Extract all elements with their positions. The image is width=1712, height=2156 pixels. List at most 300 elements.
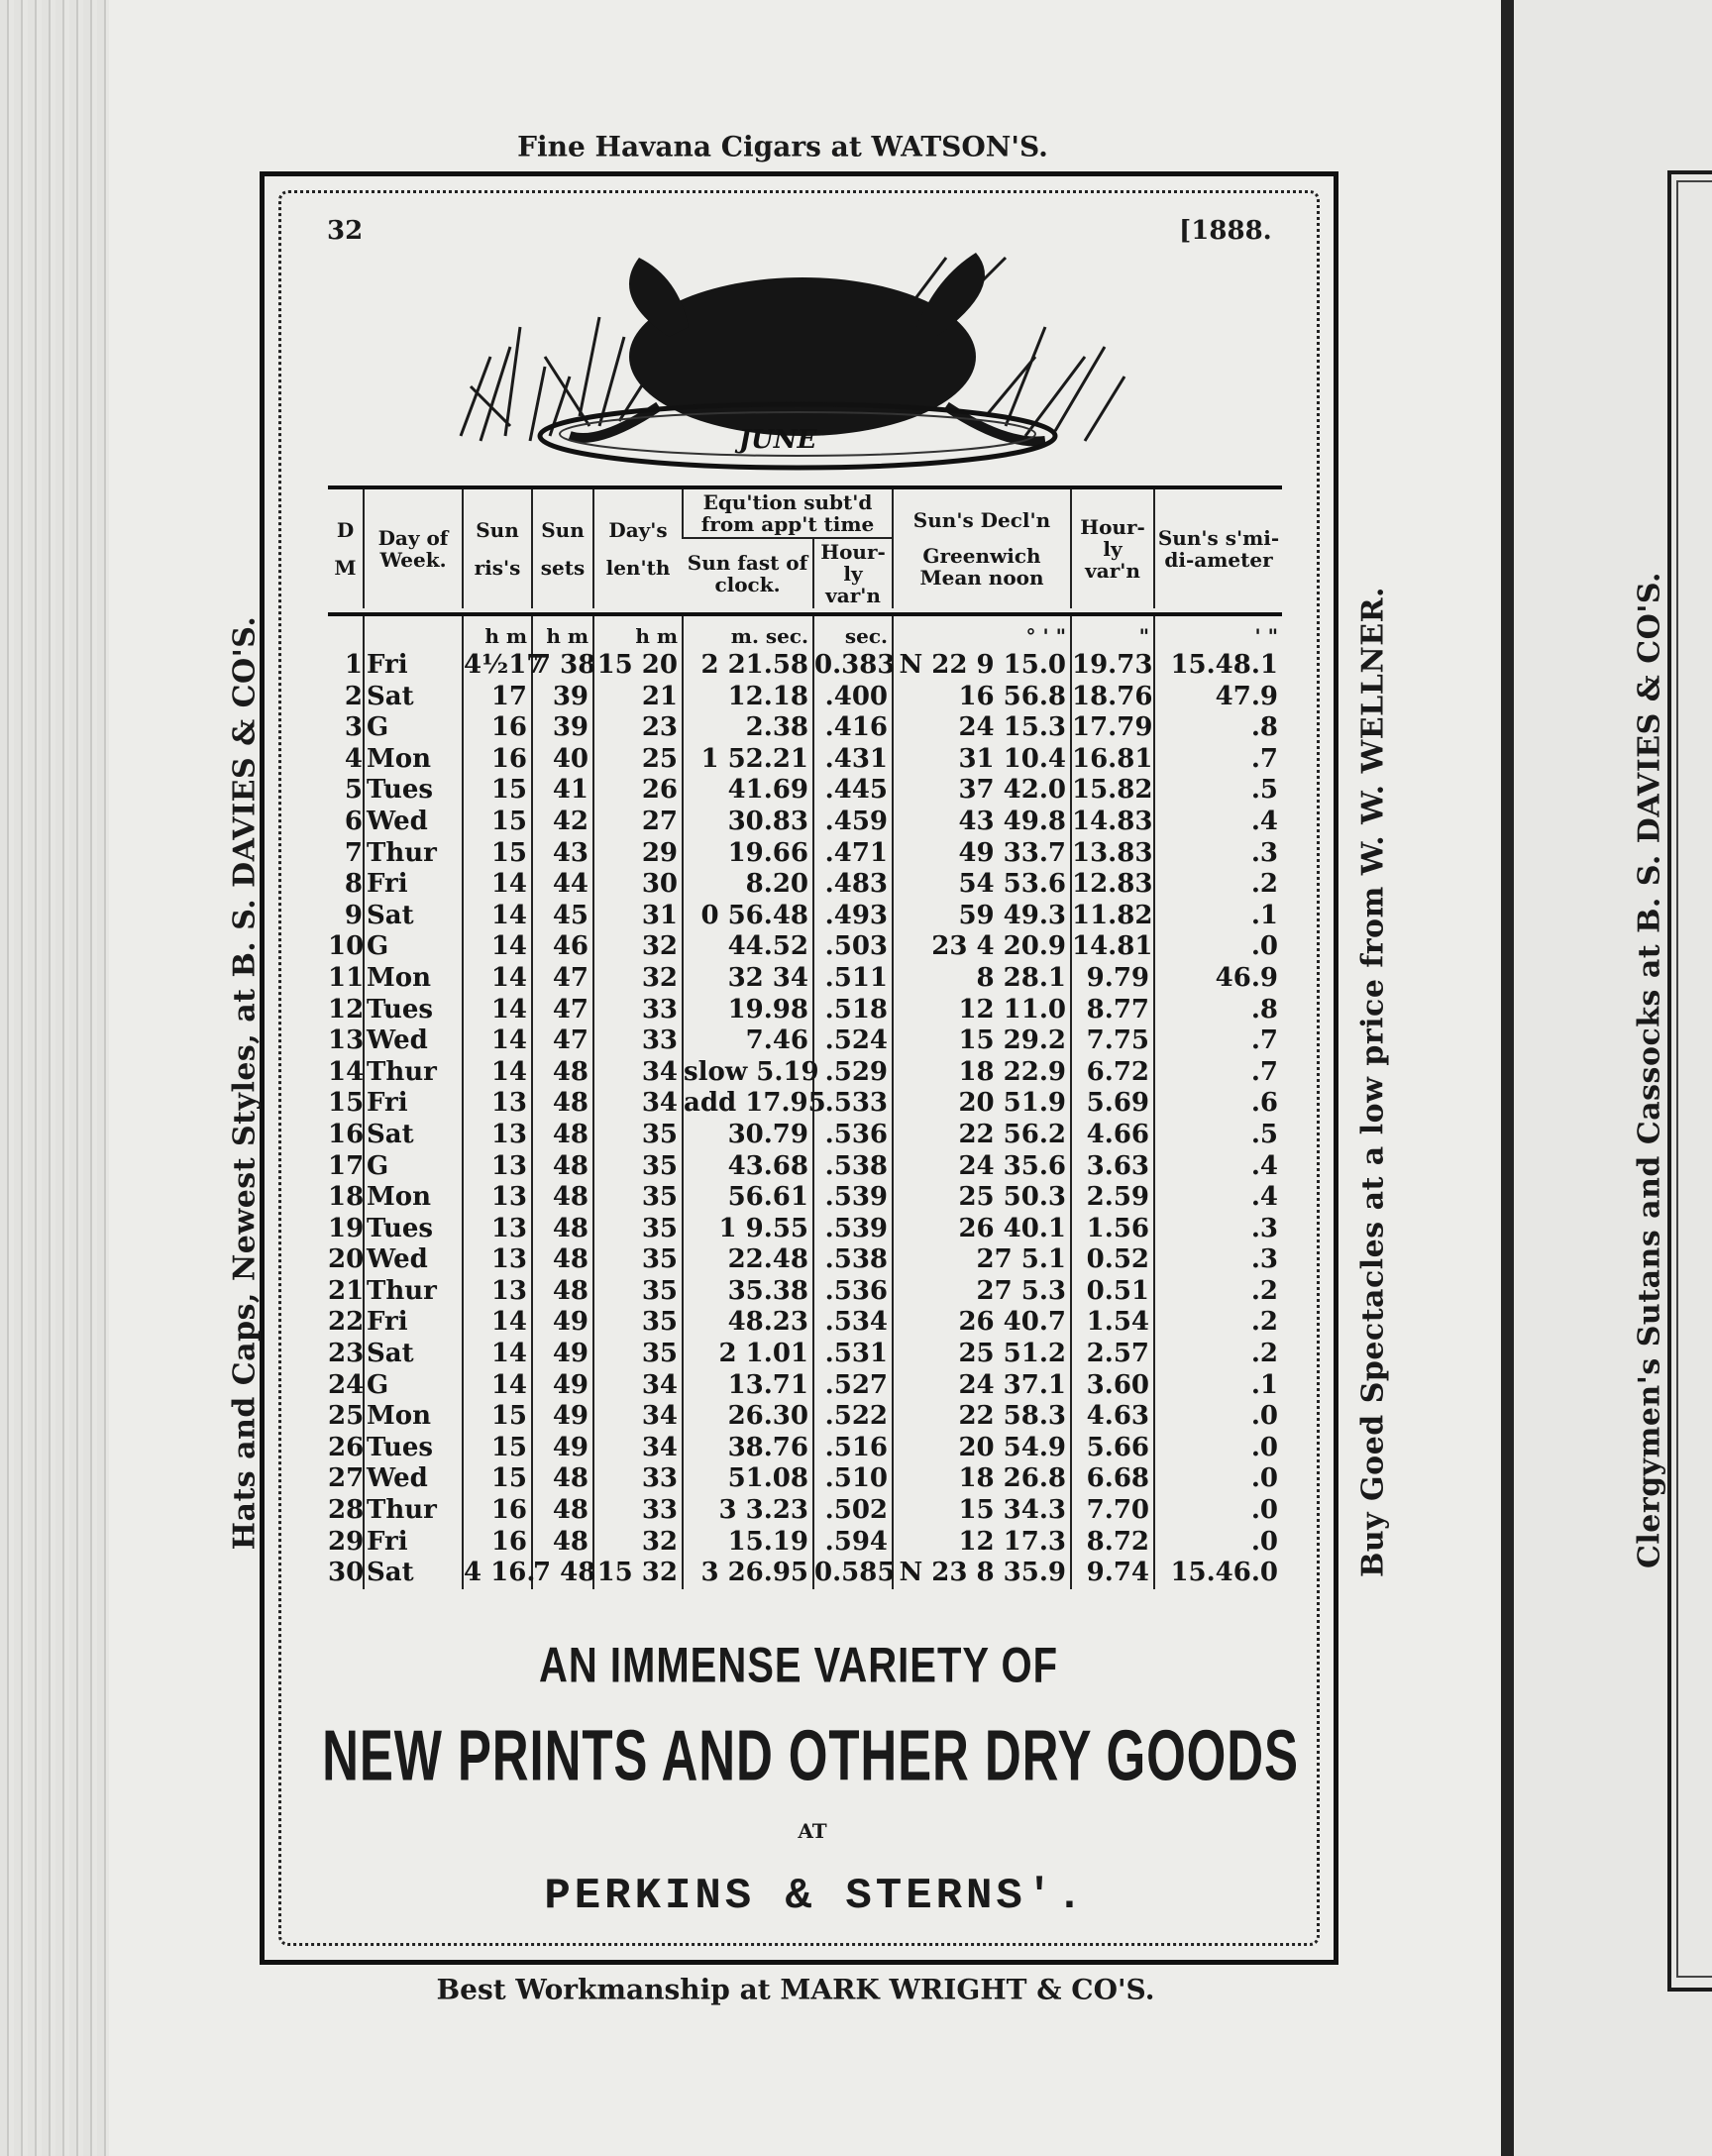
table-row <box>328 1182 1282 1214</box>
declination-hourly-cell: 11.82 <box>1072 900 1153 930</box>
day-of-week-cell: Thur <box>364 1057 463 1089</box>
equation-cell: 41.69 <box>683 775 813 807</box>
unit-declination: ° ' " <box>893 614 1071 650</box>
day-length-cell: 34 <box>593 1401 683 1433</box>
declination-hourly-cell: 7.75 <box>1071 1025 1154 1057</box>
semidiameter-cell: .3 <box>1154 1244 1282 1276</box>
sunset-cell: 41 <box>532 775 593 807</box>
declination-hourly-cell: 18.76 <box>1072 681 1153 711</box>
day-of-week-cell: Tues <box>364 775 463 807</box>
day-length-cell: 35 <box>593 1214 683 1245</box>
declination-hourly-cell: 16.81 <box>1072 743 1153 774</box>
equation-cell: 19.66 <box>683 838 813 870</box>
day-number-cell: 8 <box>344 869 363 900</box>
declination-hourly-cell: 13.83 <box>1072 837 1153 868</box>
day-length-cell: 33 <box>593 995 683 1026</box>
equation-hourly-cell: .524 <box>813 1025 893 1057</box>
header-advert: Fine Havana Cigars at WATSON'S. <box>517 130 1048 163</box>
day-length-cell: 35 <box>593 1244 683 1276</box>
sunset-cell: 47 <box>532 995 593 1026</box>
table-row <box>328 1339 1282 1370</box>
sunrise-cell: 16 <box>463 744 532 776</box>
sunrise-cell: 14 <box>463 995 532 1026</box>
sunrise-cell: 14 <box>463 901 532 932</box>
sunrise-cell: 14 <box>463 931 532 963</box>
declination-cell: 18 22.9 <box>893 1057 1071 1089</box>
side-advert-right: Buy Goed Spectacles at a low price from W. W. WELLNER. <box>1355 587 1391 1577</box>
semidiameter-cell: .2 <box>1154 1307 1282 1339</box>
equation-cell: slow 5.19 <box>684 1056 819 1087</box>
day-length-cell: 34 <box>593 1057 683 1089</box>
table-row <box>328 1495 1282 1527</box>
sunset-cell: 49 <box>532 1433 593 1464</box>
header-sunset-bottom: sets <box>540 556 586 580</box>
declination-cell: 12 11.0 <box>893 995 1071 1026</box>
table-row <box>328 995 1282 1026</box>
table-row <box>328 1151 1282 1183</box>
day-length-cell: 35 <box>593 1120 683 1151</box>
unit-eq-hourly: sec. <box>813 614 893 650</box>
day-length-cell: 27 <box>593 807 683 838</box>
sunset-cell: 40 <box>532 744 593 776</box>
equation-hourly-cell: .527 <box>813 1370 893 1402</box>
day-number-cell: 3 <box>344 712 363 743</box>
header-sunset <box>532 487 593 608</box>
header-decl-top: Sun's Decl'n <box>912 508 1051 532</box>
unit-sunrise: h m <box>463 614 532 650</box>
declination-hourly-cell: 1.54 <box>1071 1307 1154 1339</box>
declination-cell: 15 29.2 <box>893 1025 1071 1057</box>
equation-hourly-cell: 0.585 <box>814 1558 896 1588</box>
semidiameter-cell: .0 <box>1154 1495 1282 1527</box>
day-number-cell: 2 <box>344 681 363 711</box>
equation-cell: 7.46 <box>683 1025 813 1057</box>
equation-cell: 43.68 <box>683 1151 813 1183</box>
table-row <box>328 1214 1282 1245</box>
semidiameter-cell: .5 <box>1154 775 1282 807</box>
sunrise-cell: 4½17 <box>464 650 545 680</box>
sunrise-cell: 16 <box>463 1495 532 1527</box>
day-number-cell: 7 <box>344 837 363 868</box>
day-number-cell: 16 <box>328 1119 365 1149</box>
equation-hourly-cell: .502 <box>813 1495 893 1527</box>
declination-hourly-cell: 3.63 <box>1071 1151 1154 1183</box>
declination-hourly-cell: 17.79 <box>1072 712 1153 743</box>
advert-line-3: AT <box>798 1819 827 1843</box>
table-row <box>328 1463 1282 1495</box>
table-row <box>328 1057 1282 1089</box>
declination-cell: 15 34.3 <box>893 1495 1071 1527</box>
day-of-week-cell: G <box>364 1370 463 1402</box>
day-number-cell: 9 <box>344 900 363 930</box>
day-length-cell: 35 <box>593 1182 683 1214</box>
equation-cell: 22.48 <box>683 1244 813 1276</box>
header-day-of-week: Day of Week. <box>364 487 463 608</box>
sunset-cell: 7 38 <box>533 650 596 680</box>
semidiameter-cell: .7 <box>1154 1025 1282 1057</box>
equation-cell: 1 52.21 <box>683 744 813 776</box>
table-row <box>328 1120 1282 1151</box>
sunset-cell: 49 <box>532 1370 593 1402</box>
declination-cell: 59 49.3 <box>893 901 1071 932</box>
equation-cell: 12.18 <box>683 682 813 713</box>
day-length-cell: 33 <box>593 1025 683 1057</box>
day-number-cell: 19 <box>328 1213 365 1243</box>
day-number-cell: 26 <box>328 1432 365 1462</box>
semidiameter-cell: .1 <box>1154 1370 1282 1402</box>
equation-hourly-cell: .431 <box>813 744 893 776</box>
sunrise-cell: 13 <box>463 1182 532 1214</box>
day-of-week-cell: Tues <box>364 995 463 1026</box>
day-number-cell: 1 <box>344 650 363 680</box>
table-row <box>328 807 1282 838</box>
equation-cell: 1 9.55 <box>683 1214 813 1245</box>
sunset-cell: 45 <box>532 901 593 932</box>
declination-cell: 20 51.9 <box>893 1088 1071 1120</box>
sunrise-cell: 13 <box>463 1088 532 1120</box>
sunrise-cell: 16 <box>463 1527 532 1559</box>
semidiameter-cell: 15.46.0 <box>1154 1558 1282 1589</box>
declination-hourly-cell: 0.51 <box>1071 1276 1154 1308</box>
declination-hourly-cell: 14.81 <box>1072 931 1153 962</box>
day-of-week-cell: Thur <box>364 838 463 870</box>
declination-cell: 24 35.6 <box>893 1151 1071 1183</box>
equation-cell: 26.30 <box>683 1401 813 1433</box>
sunset-cell: 49 <box>532 1401 593 1433</box>
table-row <box>328 869 1282 901</box>
day-number-cell: 13 <box>328 1025 365 1056</box>
sunrise-cell: 14 <box>463 1057 532 1089</box>
sunrise-cell: 15 <box>463 838 532 870</box>
equation-hourly-cell: .511 <box>813 963 893 995</box>
day-length-cell: 33 <box>593 1463 683 1495</box>
day-number-cell: 6 <box>344 806 363 836</box>
declination-hourly-cell: 19.73 <box>1072 650 1153 680</box>
declination-hourly-cell: 2.57 <box>1071 1339 1154 1370</box>
footer-advert: Best Workmanship at MARK WRIGHT & CO'S. <box>436 1973 1155 2006</box>
sunset-cell: 48 <box>532 1057 593 1089</box>
declination-cell: 31 10.4 <box>893 744 1071 776</box>
day-number-cell: 20 <box>328 1244 365 1275</box>
equation-cell: 2.38 <box>683 712 813 744</box>
semidiameter-cell: .8 <box>1154 995 1282 1026</box>
declination-hourly-cell: 6.72 <box>1071 1057 1154 1089</box>
sunrise-cell: 13 <box>463 1151 532 1183</box>
day-of-week-cell: Mon <box>364 963 463 995</box>
declination-hourly-cell: 5.66 <box>1071 1433 1154 1464</box>
table-row <box>328 1276 1282 1308</box>
day-length-cell: 15 20 <box>593 650 683 682</box>
header-daylen-bottom: len'th <box>605 556 671 580</box>
header-day-length <box>593 487 683 608</box>
sunset-cell: 39 <box>532 682 593 713</box>
header-eq-hourly: Hour-ly var'n <box>813 538 893 608</box>
declination-hourly-cell: 9.74 <box>1071 1558 1154 1589</box>
sunrise-cell: 14 <box>463 869 532 901</box>
semidiameter-cell: .2 <box>1154 869 1282 901</box>
day-length-cell: 26 <box>593 775 683 807</box>
equation-cell: 2 21.58 <box>683 650 813 682</box>
declination-cell: 37 42.0 <box>893 775 1071 807</box>
day-of-week-cell: Sat <box>364 1339 463 1370</box>
sunset-cell: 47 <box>532 1025 593 1057</box>
sunrise-cell: 13 <box>463 1276 532 1308</box>
sunset-cell: 7 48 <box>533 1558 596 1588</box>
declination-cell: N 22 9 15.0 <box>893 650 1071 682</box>
day-length-cell: 33 <box>593 1495 683 1527</box>
equation-hourly-cell: .518 <box>813 995 893 1026</box>
equation-cell: 51.08 <box>683 1463 813 1495</box>
day-of-week-cell: Tues <box>364 1433 463 1464</box>
day-length-cell: 32 <box>593 1527 683 1559</box>
sunrise-cell: 16 <box>463 712 532 744</box>
day-length-cell: 34 <box>593 1433 683 1464</box>
day-number-cell: 23 <box>328 1339 365 1369</box>
table-row <box>328 931 1282 963</box>
day-of-week-cell: Mon <box>364 1401 463 1433</box>
day-of-week-cell: G <box>364 931 463 963</box>
table-row <box>328 775 1282 807</box>
declination-cell: 20 54.9 <box>893 1433 1071 1464</box>
day-length-cell: 35 <box>593 1339 683 1370</box>
equation-cell: 2 1.01 <box>683 1339 813 1370</box>
day-length-cell: 30 <box>593 869 683 901</box>
semidiameter-cell: .2 <box>1154 1276 1282 1308</box>
equation-hourly-cell: 0.383 <box>814 650 896 680</box>
equation-cell: 3 3.23 <box>683 1495 813 1527</box>
sunrise-cell: 15 <box>463 807 532 838</box>
declination-hourly-cell: 4.63 <box>1071 1401 1154 1433</box>
equation-hourly-cell: .516 <box>813 1433 893 1464</box>
equation-hourly-cell: .539 <box>813 1182 893 1214</box>
equation-hourly-cell: .483 <box>813 869 893 901</box>
sunrise-cell: 14 <box>463 963 532 995</box>
equation-cell: 19.98 <box>683 995 813 1026</box>
equation-hourly-cell: .536 <box>813 1276 893 1308</box>
declination-hourly-cell: 3.60 <box>1071 1370 1154 1402</box>
semidiameter-cell: .0 <box>1154 1401 1282 1433</box>
equation-hourly-cell: .536 <box>813 1120 893 1151</box>
day-number-cell: 15 <box>328 1088 365 1119</box>
day-of-week-cell: G <box>364 1151 463 1183</box>
sunset-cell: 49 <box>532 1307 593 1339</box>
equation-cell: 30.83 <box>683 807 813 838</box>
page-number: 32 <box>327 216 364 246</box>
sunrise-cell: 14 <box>463 1339 532 1370</box>
table-row <box>328 1244 1282 1276</box>
table-row <box>328 1370 1282 1402</box>
equation-hourly-cell: .529 <box>813 1057 893 1089</box>
day-number-cell: 14 <box>328 1056 365 1087</box>
header-declination <box>893 487 1071 608</box>
day-of-week-cell: Thur <box>364 1495 463 1527</box>
sunset-cell: 48 <box>532 1120 593 1151</box>
semidiameter-cell: .5 <box>1154 1120 1282 1151</box>
equation-hourly-cell: .534 <box>813 1307 893 1339</box>
table-row <box>328 682 1282 713</box>
unit-decl-hourly: " <box>1071 614 1154 650</box>
declination-cell: 23 4 20.9 <box>893 931 1071 963</box>
day-number-cell: 5 <box>344 775 363 806</box>
semidiameter-cell: .3 <box>1154 1214 1282 1245</box>
semidiameter-cell: .8 <box>1154 712 1282 744</box>
semidiameter-cell: 15.48.1 <box>1154 650 1282 682</box>
day-of-week-cell: Fri <box>364 1307 463 1339</box>
day-length-cell: 29 <box>593 838 683 870</box>
equation-hourly-cell: .538 <box>813 1151 893 1183</box>
equation-cell: 30.79 <box>683 1120 813 1151</box>
equation-hourly-cell: .533 <box>813 1088 893 1120</box>
declination-cell: 26 40.1 <box>893 1214 1071 1245</box>
semidiameter-cell: .7 <box>1154 1057 1282 1089</box>
declination-cell: 16 56.8 <box>893 682 1071 713</box>
day-length-cell: 21 <box>593 682 683 713</box>
day-length-cell: 35 <box>593 1151 683 1183</box>
equation-hourly-cell: .416 <box>813 712 893 744</box>
day-number-cell: 12 <box>328 994 365 1024</box>
equation-cell: 48.23 <box>683 1307 813 1339</box>
day-of-week-cell: Wed <box>364 1025 463 1057</box>
almanac-table <box>328 485 1282 1589</box>
month-label: JUNE <box>738 425 817 455</box>
day-length-cell: 31 <box>593 901 683 932</box>
header-sun-fast: Sun fast of clock. <box>683 538 813 608</box>
sunrise-cell: 17 <box>463 682 532 713</box>
sunrise-cell: 4 16. <box>464 1558 536 1588</box>
semidiameter-cell: .0 <box>1154 1527 1282 1559</box>
equation-cell: 56.61 <box>683 1182 813 1214</box>
declination-cell: 24 37.1 <box>893 1370 1071 1402</box>
day-number-cell: 25 <box>328 1401 365 1432</box>
table-row <box>328 1088 1282 1120</box>
table-row <box>328 1433 1282 1464</box>
unit-equation: m. sec. <box>683 614 813 650</box>
day-of-week-cell: Fri <box>364 869 463 901</box>
declination-cell: 12 17.3 <box>893 1527 1071 1559</box>
declination-cell: 49 33.7 <box>893 838 1071 870</box>
day-number-cell: 24 <box>328 1369 365 1400</box>
sunset-cell: 49 <box>532 1339 593 1370</box>
header-equation: Equ'tion subt'd from app't time <box>683 487 893 538</box>
declination-cell: N 23 8 35.9 <box>893 1558 1071 1589</box>
sunset-cell: 48 <box>532 1151 593 1183</box>
header-d: D <box>336 518 355 542</box>
sunrise-cell: 15 <box>463 1463 532 1495</box>
equation-cell: 38.76 <box>683 1433 813 1464</box>
day-of-week-cell: G <box>364 712 463 744</box>
header-sunrise-top: Sun <box>476 518 519 542</box>
declination-cell: 22 58.3 <box>893 1401 1071 1433</box>
day-length-cell: 23 <box>593 712 683 744</box>
day-length-cell: 35 <box>593 1276 683 1308</box>
declination-cell: 27 5.1 <box>893 1244 1071 1276</box>
table-row <box>328 712 1282 744</box>
equation-hourly-cell: .594 <box>813 1527 893 1559</box>
table-row <box>328 1401 1282 1433</box>
day-number-cell: 11 <box>328 962 365 993</box>
day-length-cell: 25 <box>593 744 683 776</box>
unit-semidiameter: ' " <box>1154 614 1282 650</box>
semidiameter-cell: .6 <box>1154 1088 1282 1120</box>
declination-hourly-cell: 12.83 <box>1072 869 1153 900</box>
day-of-week-cell: Sat <box>364 1120 463 1151</box>
equation-hourly-cell: .531 <box>813 1339 893 1370</box>
sunset-cell: 48 <box>532 1276 593 1308</box>
sunset-cell: 42 <box>532 807 593 838</box>
semidiameter-cell: .4 <box>1154 1182 1282 1214</box>
declination-hourly-cell: 14.83 <box>1072 806 1153 836</box>
advert-line-2: NEW PRINTS AND OTHER DRY GOODS <box>322 1715 1299 1796</box>
equation-cell: 8.20 <box>683 869 813 901</box>
header-decl-bottom: Greenwich Mean noon <box>919 544 1044 590</box>
semidiameter-cell: 47.9 <box>1154 682 1282 713</box>
day-number-cell: 30 <box>328 1558 365 1588</box>
semidiameter-cell: .2 <box>1154 1339 1282 1370</box>
table-row <box>328 1025 1282 1057</box>
day-of-week-cell: Mon <box>364 744 463 776</box>
sunrise-cell: 13 <box>463 1120 532 1151</box>
sunset-cell: 48 <box>532 1244 593 1276</box>
declination-cell: 18 26.8 <box>893 1463 1071 1495</box>
sunset-cell: 44 <box>532 869 593 901</box>
semidiameter-cell: .4 <box>1154 1151 1282 1183</box>
table-row <box>328 963 1282 995</box>
equation-hourly-cell: .445 <box>813 775 893 807</box>
equation-cell: 15.19 <box>683 1527 813 1559</box>
equation-hourly-cell: .538 <box>813 1244 893 1276</box>
equation-hourly-cell: .522 <box>813 1401 893 1433</box>
semidiameter-cell: .0 <box>1154 1463 1282 1495</box>
sunrise-cell: 15 <box>463 1401 532 1433</box>
semidiameter-cell: .3 <box>1154 838 1282 870</box>
day-number-cell: 17 <box>328 1150 365 1181</box>
equation-hourly-cell: .471 <box>813 838 893 870</box>
header-sunrise-bottom: ris's <box>474 556 521 580</box>
sunset-cell: 46 <box>532 931 593 963</box>
unit-daylen: h m <box>593 614 683 650</box>
advert-line-1: AN IMMENSE VARIETY OF <box>538 1638 1059 1693</box>
day-of-week-cell: Sat <box>364 1558 463 1589</box>
next-page-advert: Clergymen's Sutans and Cassocks at B. S. DAVIES & CO'S. <box>1632 572 1667 1568</box>
day-length-cell: 34 <box>593 1088 683 1120</box>
day-number-cell: 21 <box>328 1275 365 1306</box>
declination-hourly-cell: 4.66 <box>1071 1120 1154 1151</box>
equation-cell: 0 56.48 <box>683 901 813 932</box>
semidiameter-cell: .0 <box>1154 931 1282 963</box>
day-number-cell: 22 <box>328 1307 365 1338</box>
sunset-cell: 48 <box>532 1214 593 1245</box>
declination-hourly-cell: 9.79 <box>1071 963 1154 995</box>
crab-vignette-illustration <box>451 238 1134 476</box>
day-length-cell: 34 <box>593 1370 683 1402</box>
sunset-cell: 43 <box>532 838 593 870</box>
table-row <box>328 838 1282 870</box>
day-number-cell: 10 <box>328 931 365 962</box>
table-row <box>328 1307 1282 1339</box>
day-of-week-cell: Mon <box>364 1182 463 1214</box>
declination-hourly-cell: 2.59 <box>1071 1182 1154 1214</box>
equation-cell: add 17.95 <box>684 1088 826 1119</box>
declination-cell: 54 53.6 <box>893 869 1071 901</box>
header-day-of-month <box>328 487 364 608</box>
day-of-week-cell: Wed <box>364 1244 463 1276</box>
declination-hourly-cell: 15.82 <box>1072 775 1153 806</box>
table-row <box>328 744 1282 776</box>
equation-hourly-cell: .510 <box>813 1463 893 1495</box>
sunrise-cell: 14 <box>463 1370 532 1402</box>
day-number-cell: 27 <box>328 1463 365 1494</box>
declination-cell: 25 51.2 <box>893 1339 1071 1370</box>
